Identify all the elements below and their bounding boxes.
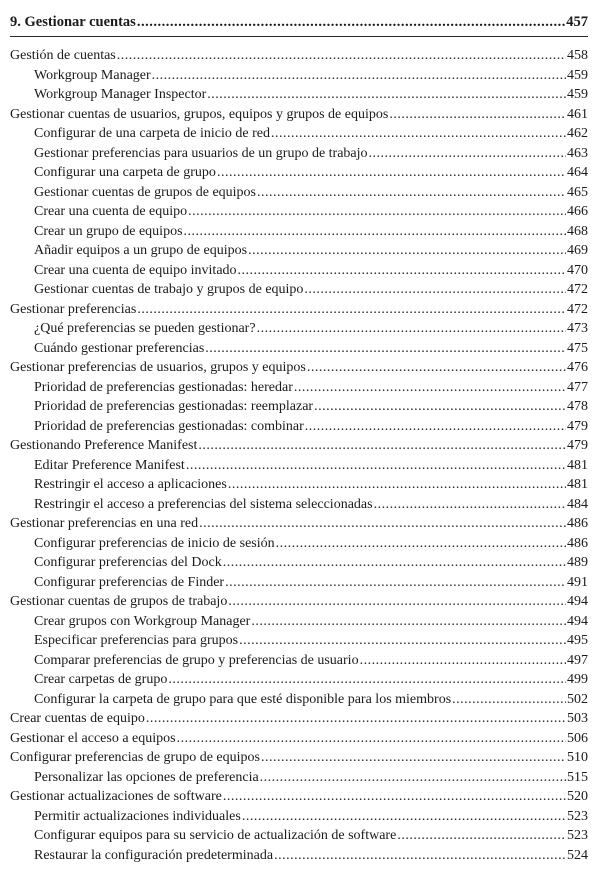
dot-leader xyxy=(205,339,566,359)
entry-title: Gestionar preferencias para usuarios de un grupo de trabajo xyxy=(34,145,368,161)
entry-title: Gestionar preferencias en una red xyxy=(10,516,199,531)
dot-leader xyxy=(452,690,566,710)
entry-page-number: 481 xyxy=(567,477,588,492)
entry-title: Configurar preferencias de inicio de sesión xyxy=(34,535,275,551)
entry-title: Configurar preferencias del Dock xyxy=(34,555,222,570)
entry-page-number: 464 xyxy=(567,165,588,180)
entry-title: Prioridad de preferencias gestionadas: reemplazar xyxy=(34,399,314,414)
entry-title: Gestionar preferencias xyxy=(10,301,137,317)
entry-title: Prioridad de preferencias gestionadas: combinar xyxy=(34,418,304,434)
entry-title: Workgroup Manager Inspector xyxy=(34,87,207,102)
entry-title: Restaurar la configuración predeterminada xyxy=(34,847,274,863)
toc-entry xyxy=(10,787,588,807)
toc-subentry xyxy=(10,553,588,573)
entry-page-number: 473 xyxy=(567,321,588,336)
toc-subentry xyxy=(10,573,588,593)
entry-page-number: 479 xyxy=(567,438,588,453)
dot-leader xyxy=(137,300,566,320)
table-of-contents xyxy=(10,12,588,865)
dot-leader xyxy=(137,12,565,32)
entry-page-number: 491 xyxy=(567,574,588,590)
toc-entry xyxy=(10,709,588,729)
heading-rule xyxy=(10,36,588,37)
dot-leader xyxy=(260,768,566,788)
entry-title: Configurar de una carpeta de inicio de red xyxy=(34,126,270,141)
entry-title: Gestionar cuentas de usuarios, grupos, equipos y grupos de equipos xyxy=(10,106,389,122)
toc-subentry xyxy=(10,144,588,164)
dot-leader xyxy=(274,846,566,866)
entry-page-number: 462 xyxy=(567,126,588,141)
dot-leader xyxy=(257,183,566,203)
dot-leader xyxy=(314,397,566,417)
toc-subentry xyxy=(10,397,588,417)
dot-leader xyxy=(369,144,566,164)
toc-subentry xyxy=(10,670,588,690)
toc-subentry xyxy=(10,378,588,398)
entry-page-number: 469 xyxy=(567,243,588,258)
toc-subentry xyxy=(10,612,588,632)
entry-page-number: 472 xyxy=(567,301,588,317)
entry-title: ¿Qué preferencias se pueden gestionar? xyxy=(34,321,256,336)
toc-subentry xyxy=(10,202,588,222)
entry-title: Gestionando Preference Manifest xyxy=(10,438,198,453)
dot-leader xyxy=(188,202,566,222)
toc-subentry xyxy=(10,826,588,846)
toc-entry xyxy=(10,729,588,749)
toc-subentry xyxy=(10,631,588,651)
toc-subentry xyxy=(10,417,588,437)
toc-subentry xyxy=(10,651,588,671)
entry-page-number: 499 xyxy=(567,672,588,687)
dot-leader xyxy=(228,475,566,495)
entry-title: Restringir el acceso a aplicaciones xyxy=(34,477,227,492)
toc-entry xyxy=(10,358,588,378)
dot-leader xyxy=(152,66,566,86)
entry-title: Gestionar cuentas de trabajo y grupos de equipo xyxy=(34,282,304,297)
dot-leader xyxy=(238,261,566,281)
toc-subentry xyxy=(10,124,588,144)
toc-subentry xyxy=(10,846,588,866)
dot-leader xyxy=(207,85,566,105)
entry-page-number: 470 xyxy=(567,262,588,278)
toc-entry xyxy=(10,46,588,66)
dot-leader xyxy=(261,748,566,768)
toc-subentry xyxy=(10,495,588,515)
toc-entry xyxy=(10,105,588,125)
entry-page-number: 472 xyxy=(567,282,588,297)
entry-page-number: 503 xyxy=(567,711,588,726)
entry-page-number: 497 xyxy=(567,652,588,668)
entry-page-number: 495 xyxy=(567,633,588,648)
toc-entry xyxy=(10,748,588,768)
entry-title: Configurar la carpeta de grupo para que esté disponible para los miembros xyxy=(34,691,452,707)
toc-subentry xyxy=(10,339,588,359)
entry-page-number: 468 xyxy=(567,223,588,239)
toc-subentry xyxy=(10,222,588,242)
entry-title: Añadir equipos a un grupo de equipos xyxy=(34,243,248,258)
entry-page-number: 484 xyxy=(567,496,588,512)
toc-subentry xyxy=(10,85,588,105)
entry-page-number: 502 xyxy=(567,691,588,707)
entry-title: Crear una cuenta de equipo xyxy=(34,204,188,219)
entry-page-number: 524 xyxy=(567,847,588,863)
toc-subentry xyxy=(10,280,588,300)
dot-leader xyxy=(389,105,566,125)
entry-title: Especificar preferencias para grupos xyxy=(34,633,239,648)
entry-page-number: 510 xyxy=(567,750,588,765)
toc-subentry xyxy=(10,261,588,281)
dot-leader xyxy=(257,319,566,339)
entry-title: Crear grupos con Workgroup Manager xyxy=(34,613,251,629)
entry-page-number: 523 xyxy=(567,828,588,843)
entry-title: Crear una cuenta de equipo invitado xyxy=(34,262,237,278)
dot-leader xyxy=(225,573,566,593)
dot-leader xyxy=(199,514,566,534)
entry-page-number: 489 xyxy=(567,555,588,570)
entry-title: Gestionar cuentas de grupos de equipos xyxy=(34,184,256,200)
dot-leader xyxy=(186,456,566,476)
entry-page-number: 459 xyxy=(567,67,588,83)
dot-leader xyxy=(305,417,566,437)
chapter-heading xyxy=(10,12,588,32)
entry-title: Prioridad de preferencias gestionadas: heredar xyxy=(34,379,293,395)
dot-leader xyxy=(248,241,566,261)
dot-leader xyxy=(177,729,566,749)
entry-page-number: 494 xyxy=(567,594,588,609)
toc-entry xyxy=(10,514,588,534)
dot-leader xyxy=(198,436,566,456)
entry-page-number: 477 xyxy=(567,379,588,395)
entry-page-number: 481 xyxy=(567,457,588,473)
dot-leader xyxy=(223,787,566,807)
entry-title: Workgroup Manager xyxy=(34,67,151,83)
entry-page-number: 486 xyxy=(567,535,588,551)
dot-leader xyxy=(168,670,566,690)
toc-subentry xyxy=(10,534,588,554)
toc-entry xyxy=(10,592,588,612)
dot-leader xyxy=(360,651,566,671)
toc-subentry xyxy=(10,183,588,203)
entry-title: Crear cuentas de equipo xyxy=(10,711,145,726)
dot-leader xyxy=(223,553,566,573)
toc-entries xyxy=(10,46,588,865)
entry-title: Crear un grupo de equipos xyxy=(34,223,183,239)
entry-page-number: 486 xyxy=(567,516,588,531)
dot-leader xyxy=(271,124,566,144)
dot-leader xyxy=(374,495,566,515)
entry-page-number: 465 xyxy=(567,184,588,200)
entry-title: Configurar una carpeta de grupo xyxy=(34,165,216,180)
dot-leader xyxy=(397,826,566,846)
dot-leader xyxy=(117,46,566,66)
entry-page-number: 459 xyxy=(567,87,588,102)
toc-subentry xyxy=(10,319,588,339)
toc-entry xyxy=(10,300,588,320)
entry-page-number: 506 xyxy=(567,730,588,746)
toc-subentry xyxy=(10,66,588,86)
entry-title: Configurar preferencias de grupo de equipos xyxy=(10,750,260,765)
entry-page-number: 520 xyxy=(567,789,588,804)
toc-subentry xyxy=(10,768,588,788)
dot-leader xyxy=(276,534,566,554)
entry-title: Crear carpetas de grupo xyxy=(34,672,168,687)
dot-leader xyxy=(307,358,566,378)
entry-page-number: 461 xyxy=(567,106,588,122)
chapter-title: 9. Gestionar cuentas xyxy=(10,14,136,30)
entry-title: Configurar preferencias de Finder xyxy=(34,574,225,590)
dot-leader xyxy=(228,592,566,612)
toc-entry xyxy=(10,436,588,456)
entry-title: Restringir el acceso a preferencias del sistema seleccionadas xyxy=(34,496,373,512)
dot-leader xyxy=(184,222,566,242)
toc-subentry xyxy=(10,475,588,495)
dot-leader xyxy=(217,163,566,183)
dot-leader xyxy=(304,280,566,300)
toc-subentry xyxy=(10,456,588,476)
entry-title: Cuándo gestionar preferencias xyxy=(34,340,205,356)
dot-leader xyxy=(294,378,566,398)
chapter-page-number: 457 xyxy=(566,14,588,30)
entry-title: Configurar equipos para su servicio de actualización de software xyxy=(34,828,397,843)
dot-leader xyxy=(242,807,566,827)
entry-title: Permitir actualizaciones individuales xyxy=(34,808,241,824)
dot-leader xyxy=(146,709,566,729)
toc-subentry xyxy=(10,690,588,710)
entry-page-number: 494 xyxy=(567,613,588,629)
entry-page-number: 478 xyxy=(567,399,588,414)
toc-subentry xyxy=(10,241,588,261)
entry-title: Comparar preferencias de grupo y preferencias de usuario xyxy=(34,652,359,668)
entry-title: Gestión de cuentas xyxy=(10,48,116,63)
entry-page-number: 479 xyxy=(567,418,588,434)
entry-title: Editar Preference Manifest xyxy=(34,457,185,473)
entry-page-number: 458 xyxy=(567,48,588,63)
entry-page-number: 515 xyxy=(567,769,588,785)
entry-title: Gestionar cuentas de grupos de trabajo xyxy=(10,594,228,609)
entry-title: Personalizar las opciones de preferencia xyxy=(34,769,259,785)
entry-title: Gestionar actualizaciones de software xyxy=(10,789,222,804)
dot-leader xyxy=(239,631,566,651)
entry-page-number: 466 xyxy=(567,204,588,219)
entry-title: Gestionar preferencias de usuarios, grupos y equipos xyxy=(10,360,306,375)
entry-page-number: 463 xyxy=(567,145,588,161)
entry-page-number: 475 xyxy=(567,340,588,356)
toc-subentry xyxy=(10,807,588,827)
entry-title: Gestionar el acceso a equipos xyxy=(10,730,176,746)
dot-leader xyxy=(251,612,566,632)
entry-page-number: 476 xyxy=(567,360,588,375)
entry-page-number: 523 xyxy=(567,808,588,824)
toc-subentry xyxy=(10,163,588,183)
